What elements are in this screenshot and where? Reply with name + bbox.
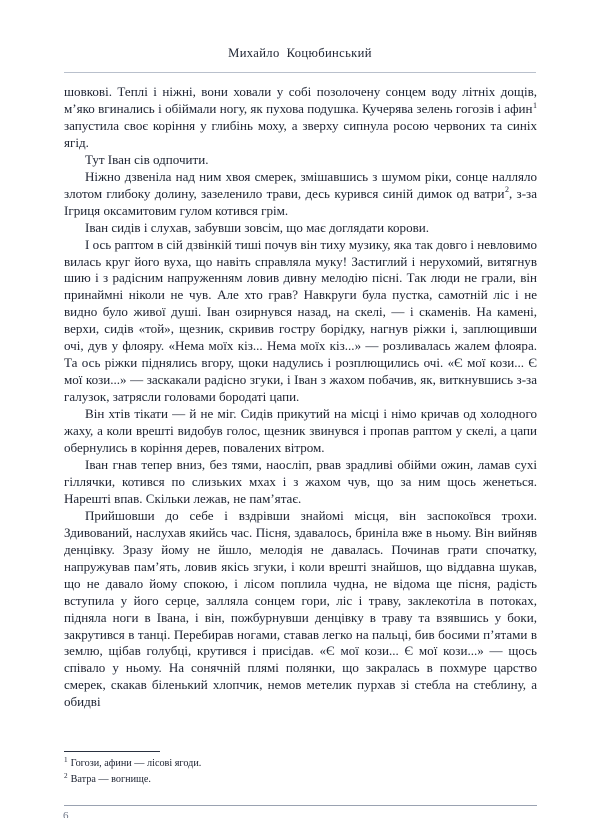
footnote-item <box>64 772 537 788</box>
paragraph <box>64 169 537 220</box>
paragraph-text-before-note: Ніжно дзвеніла над ним хвоя смерек, змішавшись з шумом ріки, сонце налляло злотом глибоку долину, зазеленило трави, десь курився синій димок од ватри <box>64 168 537 201</box>
paragraph: Іван сидів і слухав, забувши зовсім, що має доглядати корови. <box>85 219 430 235</box>
paragraph: Іван гнав тепер вниз, без тями, наосліп, рвав зрадливі обійми ожин, ламав сухі гіллячки, котився по слизьких мхах і з жахом чув, що за ним щось женеться. Нарешті впав. Скільки лежав, не пам’ятає. <box>64 456 537 506</box>
footnote-marker: 2 <box>64 771 68 780</box>
footnote-ref-1[interactable]: 1 <box>533 100 537 110</box>
footnote-list <box>64 756 537 788</box>
footer-divider <box>64 805 537 806</box>
paragraph-text-after-note: запустила своє коріння у глибінь моху, а зверху сипнула росою червоних та синіх ягід. <box>64 117 537 150</box>
footnote-divider <box>64 751 160 752</box>
footnote-item <box>64 756 537 772</box>
paragraph: Тут Іван сів одпочити. <box>85 151 209 167</box>
paragraph-text-before-note: шовкові. Теплі і ніжні, вони ховали у собі позолочену сонцем воду літніх дощів, м’яко вгинались і обіймали ногу, як пухова подушка. Кучерява зелень гогозів і афин <box>64 84 537 116</box>
running-head: Михайло Коцюбинський <box>228 46 372 60</box>
footnote-text: Ватра — вогнище. <box>70 774 151 785</box>
paragraph: Прийшовши до себе і вздрівши знайомі місця, він заспокоївся трохи. Здивований, наслухав якийсь час. Пісня, здавалось, бриніла вже в ньому. Він вийняв денцівку. Зразу йому не йшло, мелодія не давалась. Починав грати спочатку, напружував пам’ять, ловив якісь згуки, і коли врешті знайшов, що віддавна шукав, що не давало йому спокою, і лісом поплила чудна, не відома ще пісня, радість вступила у його серце, залляла сонцем гори, ліс і траву, заклекотіла в потоках, підняла ноги в Івана, і він, пожбурнувши денцівку в траву та взявшись у боки, закрутився в танці. Перебирав ногами, ставав легко на пальці, бив босими п’ятами в землю, щібав голубці, крутився і присідав. «Є мої кози... Є мої кози...» — щось співало у ньому. На сонячній плямі полянки, що закралась в похмуре царство смерек, скакав біленький хлопчик, немов метелик пурхав зі стебла на стеблину, а обидві <box>64 507 537 710</box>
footnote-text: Гогози, афини — лісові ягоди. <box>70 758 202 769</box>
paragraph: Він хтів тікати — й не міг. Сидів прикутий на місці і німо кричав од холодного жаху, а коли врешті видобув голос, щезник звинувся і пропав раптом у скелі, а цапи обернулись в коріння дерев, повалених вітром. <box>64 406 537 456</box>
footnote-ref-2[interactable]: 2 <box>504 185 509 195</box>
paragraph-text-after-note: , з-за Ігриця оксамитовим гулом котився грім. <box>64 185 537 218</box>
header-divider <box>64 72 536 73</box>
footnote-marker: 1 <box>64 755 68 764</box>
paragraph <box>64 84 537 152</box>
body-text <box>64 84 537 711</box>
paragraph: І ось раптом в сій дзвінкій тиші почув він тиху музику, яка так довго і невловимо вилась круг його вуха, що навіть справляла муку! Застиглий і нерухомий, витягнув шию і з радісним напруженням ловив дивну мелодію пісні. Так люди не грали, він принаймні ніколи не чув. Але хто грав? Навкруги була пустка, самотній ліс і не видно було живої душі. Іван озирнувся назад, на скелі, — і скаменів. На камені, верхи, сидів «той», щезник, скривив гостру борідку, нагнув ріжки і, заплющивши очі, дув у флояру. «Нема моїх кіз... Нема моїх кіз...» — розливалась жалем флояра. Та ось ріжки піднялись вгору, щоки надулись і розплющились очі. «Є мої кози... Є мої кози...» — заскакали радісно згуки, і Іван з жахом побачив, як, виткнувшись з-за галузок, затрясли головами бородаті цапи. <box>64 236 537 405</box>
page-number: 6 <box>63 810 69 818</box>
